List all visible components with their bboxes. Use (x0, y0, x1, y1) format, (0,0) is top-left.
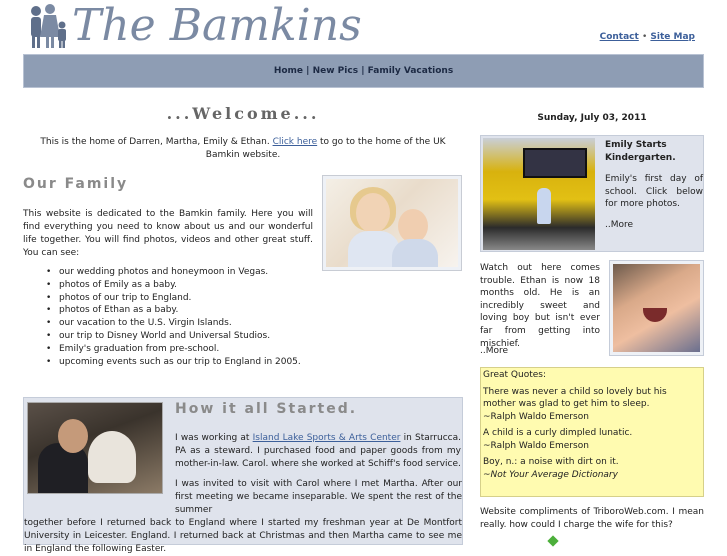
great-quotes-box (480, 367, 704, 497)
emily-feature-text: Emily's first day of school. Click below for more photos. (605, 174, 703, 209)
started-paragraph-2 (24, 478, 462, 556)
kids-photo (322, 175, 462, 271)
emily-feature-box (480, 135, 704, 252)
school-bus-photo[interactable] (483, 138, 595, 250)
ethan-feature-text: Watch out here comes trouble. Ethan is now 18 months old. He is an incredibly sweet and loving boy but isn't ever far from getting into mischief. (480, 263, 600, 349)
quote-author: ~Not Your Average Dictionary (483, 469, 618, 480)
list-item: • photos of Ethan as a baby. (59, 304, 359, 317)
list-item: • our vacation to the U.S. Virgin Islands. (59, 317, 359, 330)
our-family-text: This website is dedicated to the Bamkin family. Here you will find everything you need to know about us and our wonderful life together. You will find photos, videos and other great stuff. You can see: (23, 209, 313, 258)
main-nav (23, 54, 704, 88)
welcome-heading: ...Welcome... (166, 104, 320, 123)
top-links (600, 32, 695, 42)
started-p1-before: I was working at (175, 433, 250, 443)
emily-feature-title: Emily Starts Kindergarten. (605, 140, 676, 163)
site-title: The Bamkins (72, 0, 362, 51)
uk-bamkin-link[interactable]: Click here (272, 137, 318, 147)
quote-text: Boy, n.: a noise with dirt on it. (483, 457, 619, 467)
sitemap-link[interactable]: Site Map (650, 32, 695, 42)
started-p1-after: in Starrucca. PA as a steward. I purchased food and paper goods from my mother-in-law. Carol. where she worked at Schiff's food service. (175, 433, 461, 469)
list-item: • our trip to Disney World and Universal Studios. (59, 330, 359, 343)
intro-text-before: This is the home of Darren, Martha, Emily & Ethan. (40, 137, 270, 147)
contact-link[interactable]: Contact (599, 32, 639, 42)
started-p2-first: I was invited to visit with Carol where I met Martha. After our first meeting we became inseparable. We spent the rest of the summer (175, 479, 462, 515)
list-item: • upcoming events such as our trip to England in 2005. (59, 356, 359, 369)
nav-new-pics[interactable]: New Pics (312, 66, 359, 76)
how-it-started-section (23, 397, 463, 554)
list-item: • our wedding photos and honeymoon in Vegas. (59, 266, 359, 279)
quote-author: ~Ralph Waldo Emerson (483, 440, 589, 451)
site-header (0, 0, 727, 54)
quote-text: A child is a curly dimpled lunatic. (483, 428, 633, 438)
island-lake-link[interactable]: Island Lake Sports & Arts Center (252, 433, 401, 443)
list-item: • photos of our trip to England. (59, 292, 359, 305)
started-p2-rest: together before I returned back to England where I started my freshman year at De Montfort University in Leicester. England. I returned back at Christmas and then Martha came to see me in England the following Easter. (24, 518, 462, 554)
started-paragraph-1 (175, 432, 461, 471)
ethan-more-link[interactable]: ..More (480, 346, 509, 356)
ethan-photo[interactable] (609, 260, 704, 356)
top-links-separator: • (641, 32, 648, 42)
current-date: Sunday, July 03, 2011 (537, 113, 647, 123)
quote-2 (483, 427, 701, 452)
list-item: • Emily's graduation from pre-school. (59, 343, 359, 356)
quote-text: There was never a child so lovely but his mother was glad to get him to sleep. (483, 386, 667, 409)
our-family-list (23, 266, 359, 368)
emily-more-link[interactable]: ..More (605, 220, 634, 230)
quote-3 (483, 456, 701, 481)
nav-home[interactable]: Home (273, 66, 304, 76)
nav-divider: | (306, 66, 310, 76)
list-item: • photos of Emily as a baby. (59, 279, 359, 292)
how-it-started-heading: How it all Started. (175, 401, 358, 417)
site-credits: Website compliments of TriboroWeb.com. I mean really. how could I charge the wife for this? (480, 507, 704, 530)
quote-1 (483, 386, 701, 424)
nav-divider: | (361, 66, 365, 76)
nav-family-vacations[interactable]: Family Vacations (367, 66, 454, 76)
family-logo-icon (28, 3, 68, 49)
quote-author: ~Ralph Waldo Emerson (483, 411, 589, 422)
quotes-title: Great Quotes: (483, 370, 546, 380)
our-family-heading: Our Family (23, 176, 129, 192)
welcome-intro (23, 136, 463, 162)
intro-text-after: to go to the home of the UK Bamkin website. (205, 137, 446, 160)
